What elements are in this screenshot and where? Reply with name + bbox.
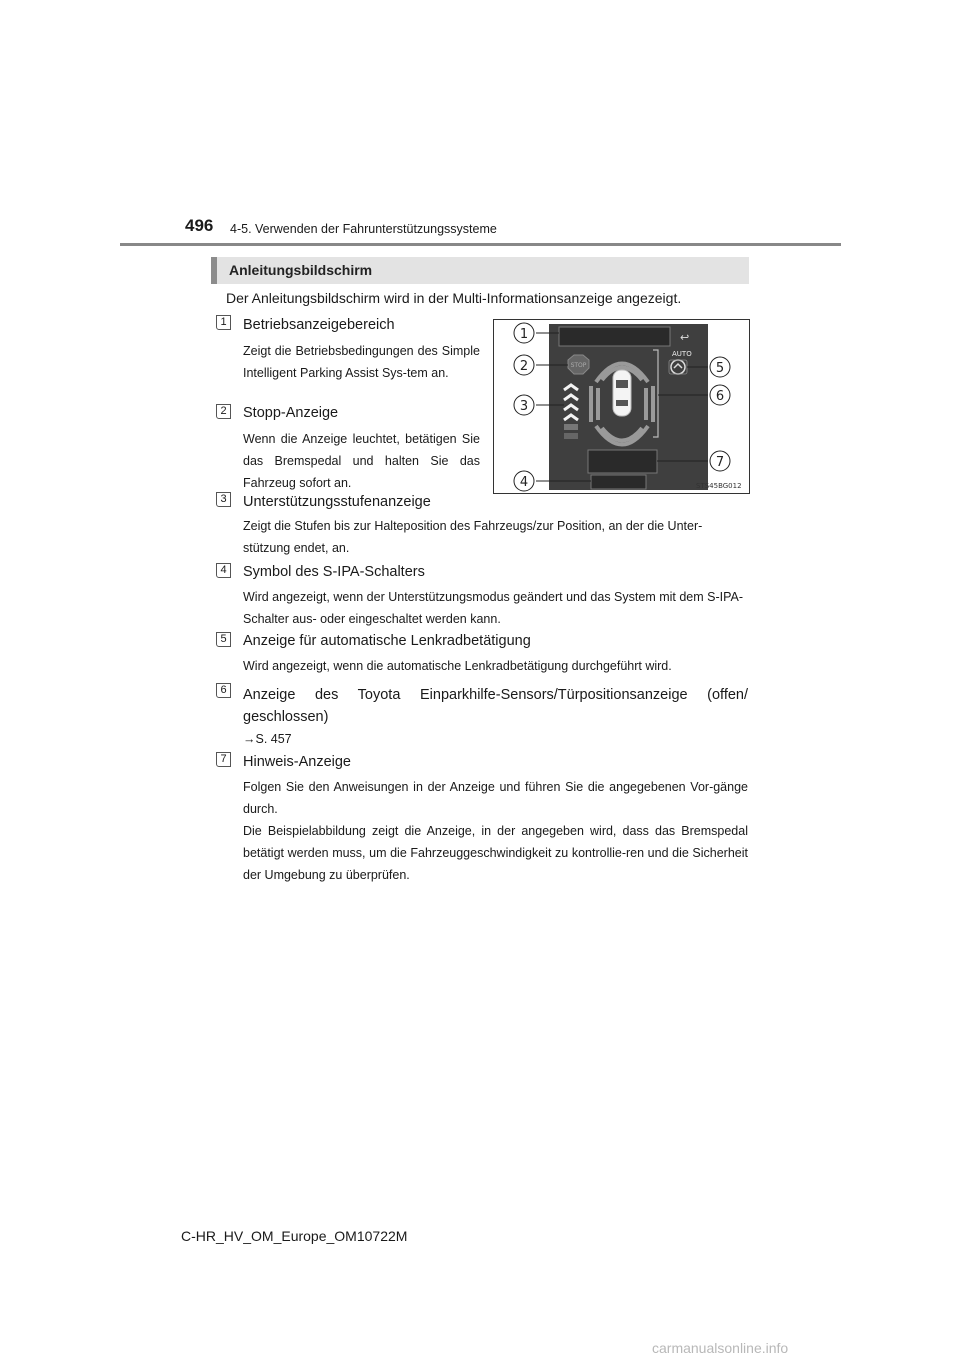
svg-text:7: 7 <box>715 455 725 470</box>
document-footer: C-HR_HV_OM_Europe_OM10722M <box>181 1228 408 1244</box>
heading-bar <box>211 257 749 284</box>
item-desc-5: Wird angezeigt, wenn die automatische Lenkradbetätigung durchgeführt wird. <box>243 659 672 673</box>
watermark: carmanualsonline.info <box>652 1340 789 1356</box>
section-title: 4-5. Verwenden der Fahrunterstützungssysteme <box>230 222 497 236</box>
car-icon <box>613 370 631 416</box>
item-desc-1: Zeigt die Betriebsbedingungen des Simple Intelligent Parking Assist Sys-tem an. <box>243 344 480 380</box>
item-desc-6: →S. 457 <box>243 732 292 746</box>
header-rule <box>120 243 841 246</box>
item-number-1: 1 <box>216 315 231 330</box>
intro-text: Der Anleitungsbildschirm wird in der Multi-Informationsanzeige angezeigt. <box>226 290 682 306</box>
return-icon: ↩ <box>680 331 690 344</box>
item-number-2: 2 <box>216 404 231 419</box>
item-title-6: Anzeige des Toyota Einparkhilfe-Sensors/Türpositionsanzeige (offen/ geschlossen) <box>243 687 748 725</box>
car-rear-window <box>616 400 628 406</box>
item-desc-4: Wird angezeigt, wenn der Unterstützungsmodus geändert und das System mit dem S-IPA-Schalter aus- oder eingeschaltet werden kann. <box>243 590 744 626</box>
item-title-7: Hinweis-Anzeige <box>243 754 351 770</box>
item-number-7: 7 <box>216 752 231 767</box>
guidance-screen-figure <box>493 319 750 494</box>
item-number-4: 4 <box>216 563 231 578</box>
stop-label: STOP <box>570 362 587 369</box>
svg-text:1: 1 <box>519 327 529 342</box>
operation-display-bar <box>559 327 670 346</box>
item-number-6: 6 <box>216 683 231 698</box>
item-title-5: Anzeige für automatische Lenkradbetätigung <box>243 633 531 649</box>
svg-text:3: 3 <box>519 399 529 414</box>
item-title-2: Stopp-Anzeige <box>243 405 339 421</box>
svg-text:6: 6 <box>715 389 725 404</box>
item-number-5: 5 <box>216 632 231 647</box>
auto-label: AUTO <box>672 350 692 358</box>
assist-level-block <box>564 424 578 430</box>
item-desc-3: Zeigt die Stufen bis zur Halteposition des Fahrzeugs/zur Position, an der die Unter-stützung endet, an. <box>243 519 703 555</box>
item-desc-7b: Die Beispielabbildung zeigt die Anzeige, in der angegeben wird, dass das Bremspedal betätigt werden muss, um die Fahrzeuggeschwindigkeit zu kontrollie-ren und die Sicherheit der Umgebung zu überprüfen. <box>243 824 748 882</box>
figure-illustration <box>494 320 749 493</box>
item-title-1: Betriebsanzeigebereich <box>243 317 395 333</box>
svg-text:5: 5 <box>715 361 725 376</box>
item-desc-7: Folgen Sie den Anweisungen in der Anzeige und führen Sie die angegebenen Vor-gänge durch. <box>243 780 748 816</box>
page-number: 496 <box>185 216 214 235</box>
figure-code: STS45BG012 <box>696 482 742 490</box>
assist-level-block <box>564 433 578 439</box>
s-ipa-switch-box <box>591 475 646 489</box>
item-title-4: Symbol des S-IPA-Schalters <box>243 564 425 580</box>
svg-text:2: 2 <box>519 359 529 374</box>
item-desc-2: Wenn die Anzeige leuchtet, betätigen Sie das Bremspedal und halten Sie das Fahrzeug sofort an. <box>243 432 480 490</box>
hint-display-box <box>588 450 657 473</box>
item-number-3: 3 <box>216 492 231 507</box>
svg-text:4: 4 <box>519 475 529 490</box>
item-title-3: Unterstützungsstufenanzeige <box>243 494 431 510</box>
heading-text: Anleitungsbildschirm <box>229 262 373 278</box>
car-windshield <box>616 380 628 388</box>
